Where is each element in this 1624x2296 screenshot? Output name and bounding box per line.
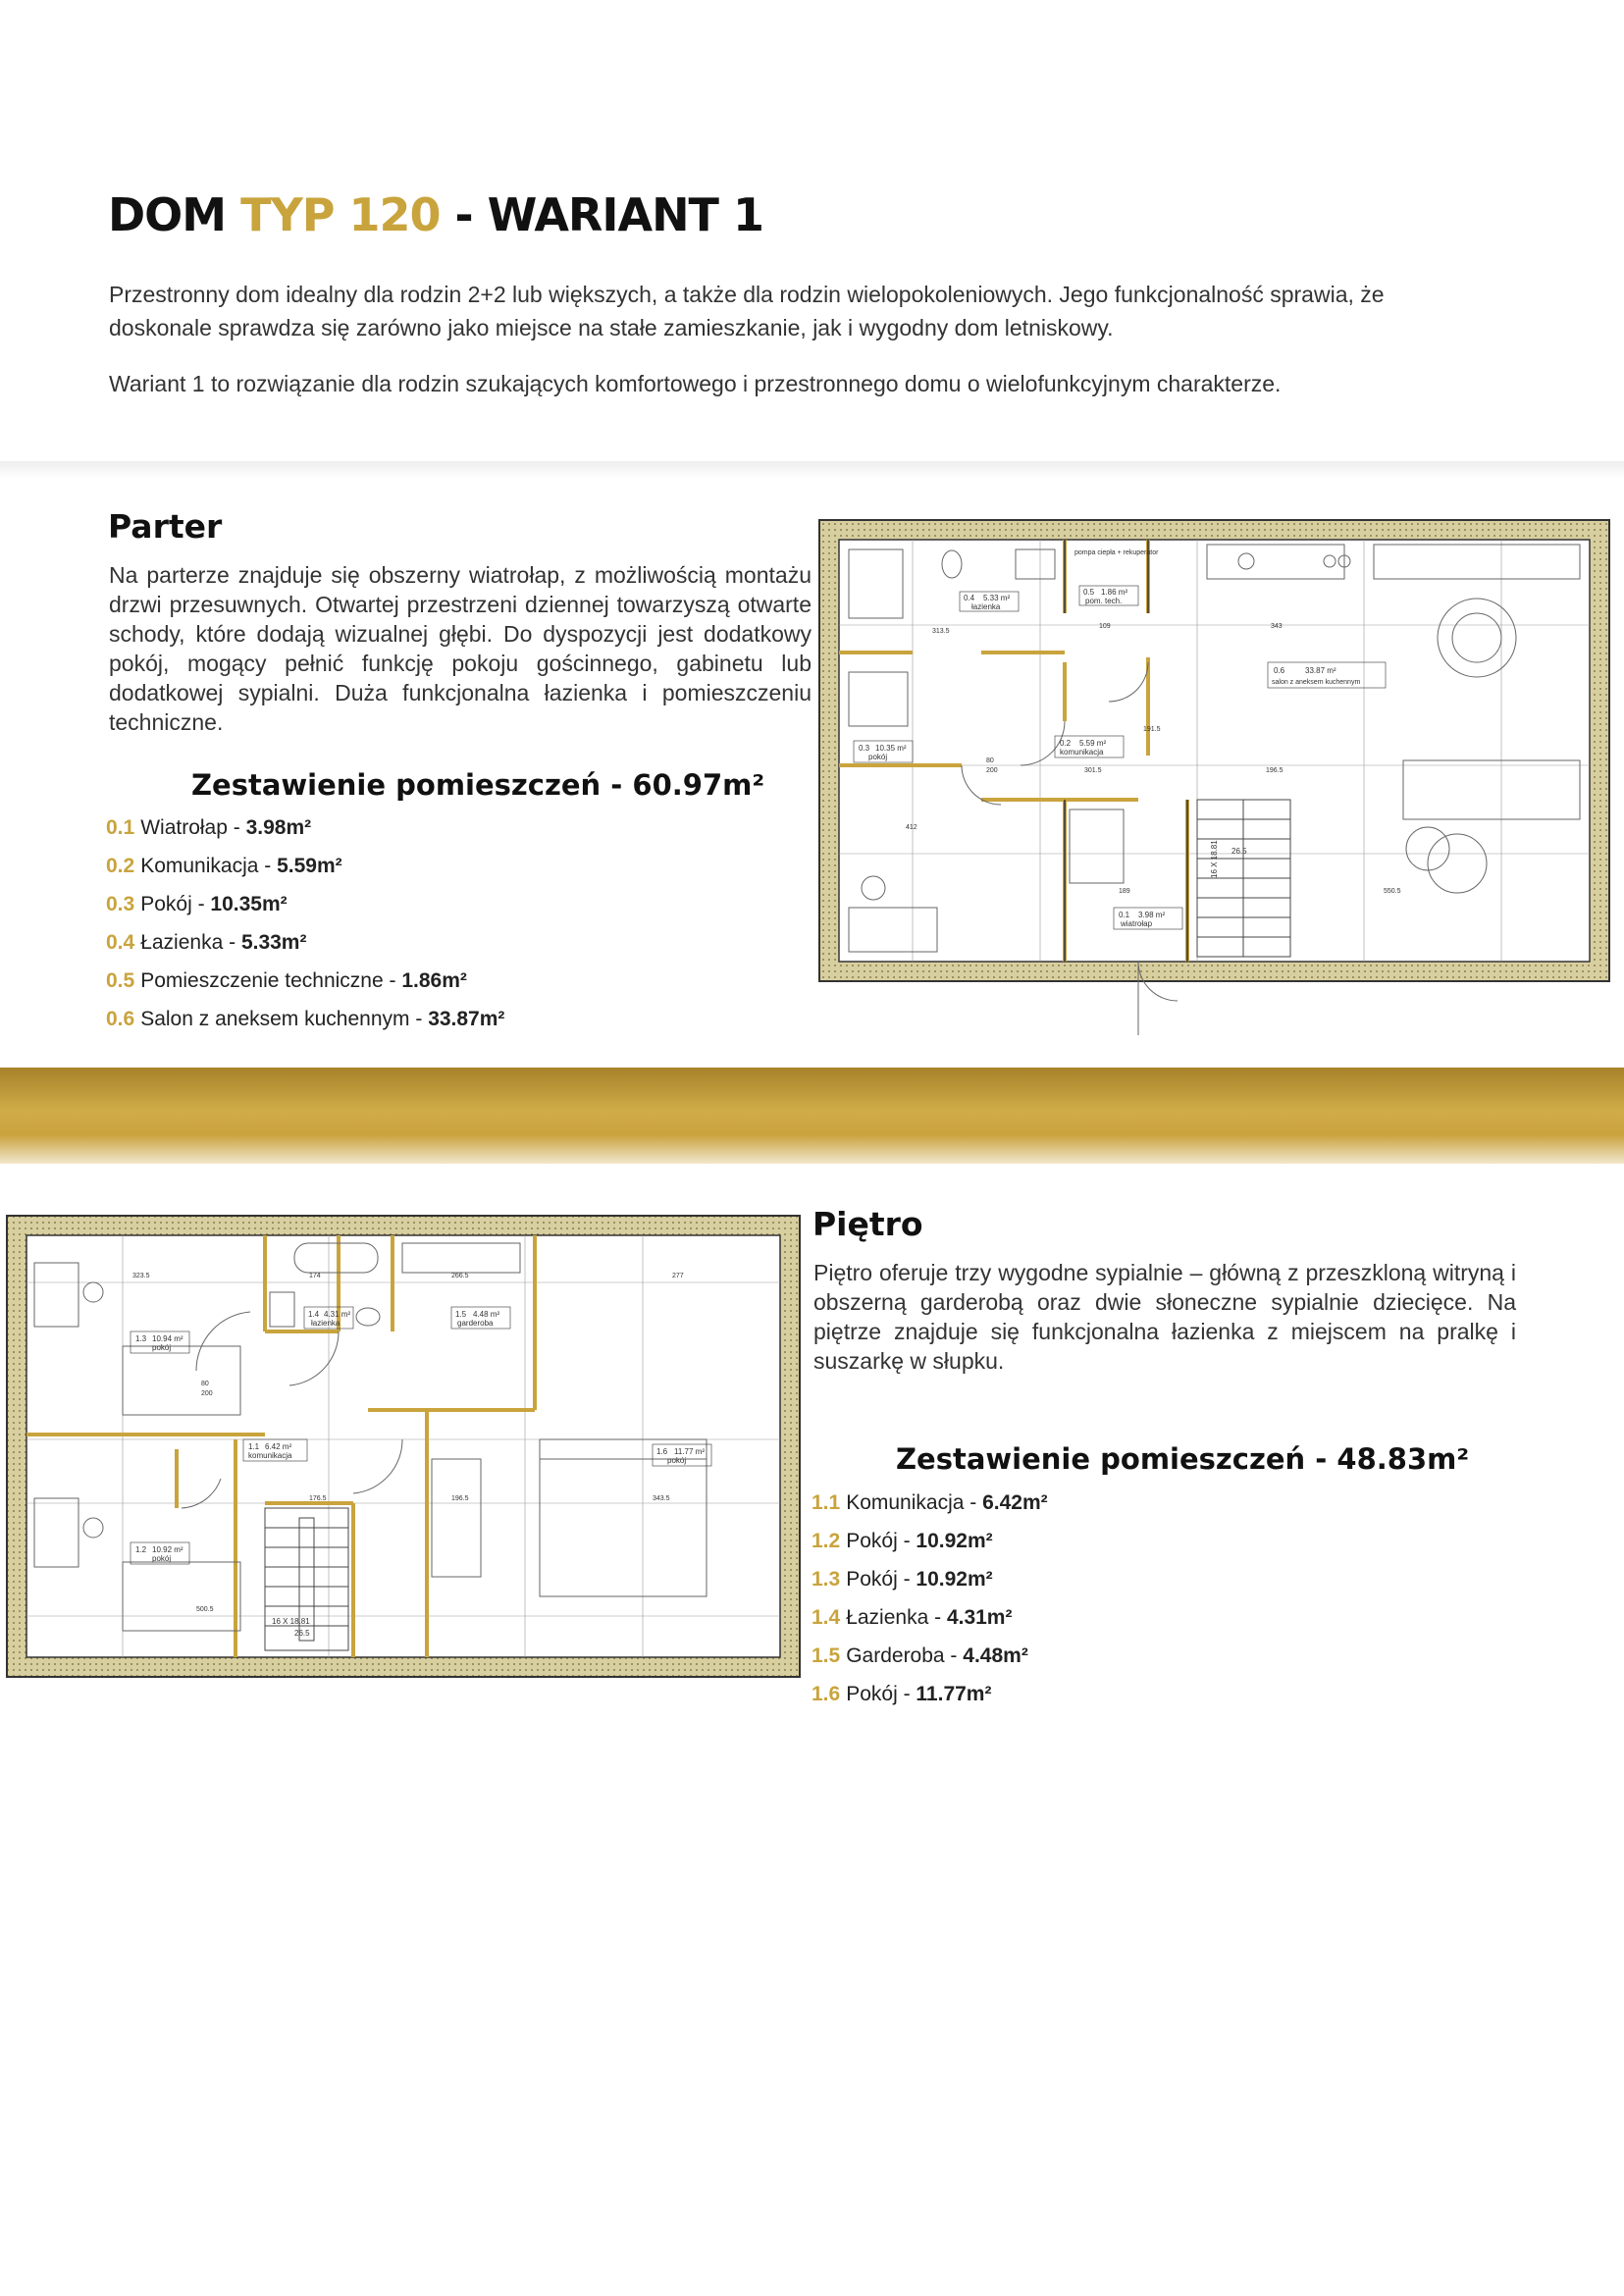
- plan-label: 0.3: [859, 744, 870, 753]
- plan-label: pokój: [152, 1554, 172, 1563]
- plan-label: 1.6: [656, 1447, 668, 1456]
- pietro-summary-heading: Zestawienie pomieszczeń - 48.83m²: [896, 1442, 1470, 1476]
- plan-label: 323.5: [132, 1273, 150, 1279]
- plan-label: 16 X 18.81: [1210, 840, 1219, 878]
- pietro-floor-plan: [5, 1214, 805, 1680]
- plan-label: 0.2: [1060, 739, 1072, 748]
- plan-label: wiatrołap: [1121, 919, 1153, 928]
- list-item: 0.3 Pokój - 10.35m²: [106, 893, 288, 915]
- gold-divider-band: [0, 1068, 1624, 1164]
- plan-label: 0.5: [1083, 588, 1095, 597]
- list-item: 0.2 Komunikacja - 5.59m²: [106, 855, 342, 877]
- plan-label: łazienka: [311, 1319, 341, 1328]
- plan-label: komunikacja: [1060, 748, 1104, 757]
- list-item: 1.1 Komunikacja - 6.42m²: [812, 1491, 1048, 1514]
- page-title: [108, 188, 763, 241]
- list-item: 1.3 Pokój - 10.92m²: [812, 1568, 993, 1591]
- intro-paragraph-2: Wariant 1 to rozwiązanie dla rodzin szukających komfortowego i przestronnego domu o wielofunkcyjnym charakterze.: [109, 371, 1282, 396]
- list-item: 1.4 Łazienka - 4.31m²: [812, 1606, 1013, 1629]
- pietro-heading: Piętro: [812, 1205, 923, 1243]
- plan-label: 191.5: [1143, 726, 1161, 733]
- plan-label: 412: [906, 824, 917, 831]
- plan-label: 1.4: [308, 1310, 320, 1319]
- pietro-room-list: [812, 1484, 1048, 1713]
- plan-label: 1.3: [135, 1334, 147, 1343]
- intro-paragraph-1: Przestronny dom idealny dla rodzin 2+2 lub większych, a także dla rodzin wielopokoleniowych. Jego funkcjonalność sprawia, że doskonale sprawdza się zarówno jako miejsce na stałe zamieszkanie, jak i wygodny dom letniskowy.: [109, 282, 1385, 340]
- plan-label: pokój: [667, 1456, 687, 1465]
- list-item: 1.2 Pokój - 10.92m²: [812, 1530, 993, 1552]
- plan-label: 343: [1271, 623, 1283, 630]
- plan-label: 200: [986, 767, 998, 774]
- list-item: 1.6 Pokój - 11.77m²: [812, 1683, 992, 1705]
- plan-label: łazienka: [971, 602, 1001, 611]
- plan-label: 343.5: [653, 1495, 670, 1502]
- plan-label: 1.2: [135, 1545, 147, 1554]
- plan-label: 11.77 m²: [674, 1447, 705, 1456]
- plan-label: 16 X 18.81: [272, 1617, 310, 1626]
- plan-label: 196.5: [451, 1495, 469, 1502]
- plan-label: 266.5: [451, 1273, 469, 1279]
- list-item: 0.4 Łazienka - 5.33m²: [106, 931, 307, 954]
- plan-label: 4.31 m²: [324, 1310, 351, 1319]
- parter-summary-heading: Zestawienie pomieszczeń - 60.97m²: [191, 768, 765, 802]
- plan-label: 277: [672, 1273, 684, 1279]
- section-divider: [0, 461, 1624, 479]
- plan-label: 1.86 m²: [1101, 588, 1128, 597]
- list-item: 0.5 Pomieszczenie techniczne - 1.86m²: [106, 969, 467, 992]
- parter-heading: Parter: [108, 507, 223, 546]
- plan-label: salon z aneksem kuchennym: [1272, 679, 1361, 686]
- plan-label: 80: [201, 1381, 209, 1387]
- plan-label: 0.1: [1119, 911, 1130, 919]
- title-dom: DOM: [108, 188, 227, 241]
- plan-label: 313.5: [932, 628, 950, 635]
- title-type: TYP 120: [240, 188, 441, 241]
- plan-label: 3.98 m²: [1138, 911, 1166, 919]
- plan-label: 6.42 m²: [265, 1442, 292, 1451]
- plan-label: 26.5: [294, 1629, 310, 1638]
- plan-label: 0.4: [964, 594, 975, 602]
- plan-label: 5.59 m²: [1079, 739, 1107, 748]
- plan-label: 10.94 m²: [152, 1334, 183, 1343]
- pietro-description: Piętro oferuje trzy wygodne sypialnie – główną z przeszkloną witryną i obszerną garderobą oraz dwie słoneczne sypialnie dziecięce. Na piętrze znajduje się funkcjonalna łazienka z miejscem na pralkę i suszarkę w słupku.: [813, 1260, 1516, 1374]
- list-item: 0.6 Salon z aneksem kuchennym - 33.87m²: [106, 1008, 505, 1030]
- plan-label: 301.5: [1084, 767, 1102, 774]
- parter-room-list: [106, 809, 504, 1038]
- parter-description: Na parterze znajduje się obszerny wiatrołap, z możliwością montażu drzwi przesuwnych. Otwartej przestrzeni dziennej towarzyszą otwarte schody, które dodają wizualnej głębi. Do dyspozycji jest dodatkowy pokój, mogący pełnić funkcję pokoju gościnnego, gabinetu lub dodatkowej sypialni. Duża funkcjonalna łazienka i pomieszczeniu techniczne.: [109, 562, 812, 735]
- plan-label: garderoba: [457, 1319, 494, 1328]
- plan-label: 5.33 m²: [983, 594, 1011, 602]
- plan-label: pompa ciepła + rekuperator: [1074, 549, 1159, 556]
- plan-label: 500.5: [196, 1606, 214, 1613]
- list-item: 1.5 Garderoba - 4.48m²: [812, 1644, 1028, 1667]
- plan-label: 1.5: [455, 1310, 467, 1319]
- plan-label: 1.1: [248, 1442, 260, 1451]
- plan-label: 0.6: [1274, 666, 1285, 675]
- plan-label: 176.5: [309, 1495, 327, 1502]
- plan-label: komunikacja: [248, 1451, 292, 1460]
- plan-label: 200: [201, 1390, 213, 1397]
- plan-label: 10.92 m²: [152, 1545, 183, 1554]
- plan-label: 4.48 m²: [473, 1310, 500, 1319]
- plan-label: 174: [309, 1273, 321, 1279]
- plan-label: 33.87 m²: [1305, 666, 1336, 675]
- parter-floor-plan: [814, 515, 1614, 1050]
- plan-label: 26.5: [1231, 847, 1247, 856]
- plan-label: 10.35 m²: [875, 744, 907, 753]
- title-variant: - WARIANT 1: [454, 188, 763, 241]
- plan-label: 189: [1119, 888, 1130, 895]
- plan-label: pom. tech.: [1085, 597, 1123, 605]
- list-item: 0.1 Wiatrołap - 3.98m²: [106, 816, 312, 839]
- plan-label: pokój: [152, 1343, 172, 1352]
- plan-label: 80: [986, 757, 994, 764]
- plan-label: 196.5: [1266, 767, 1283, 774]
- plan-label: 550.5: [1384, 888, 1401, 895]
- plan-label: 109: [1099, 623, 1111, 630]
- plan-label: pokój: [868, 753, 888, 761]
